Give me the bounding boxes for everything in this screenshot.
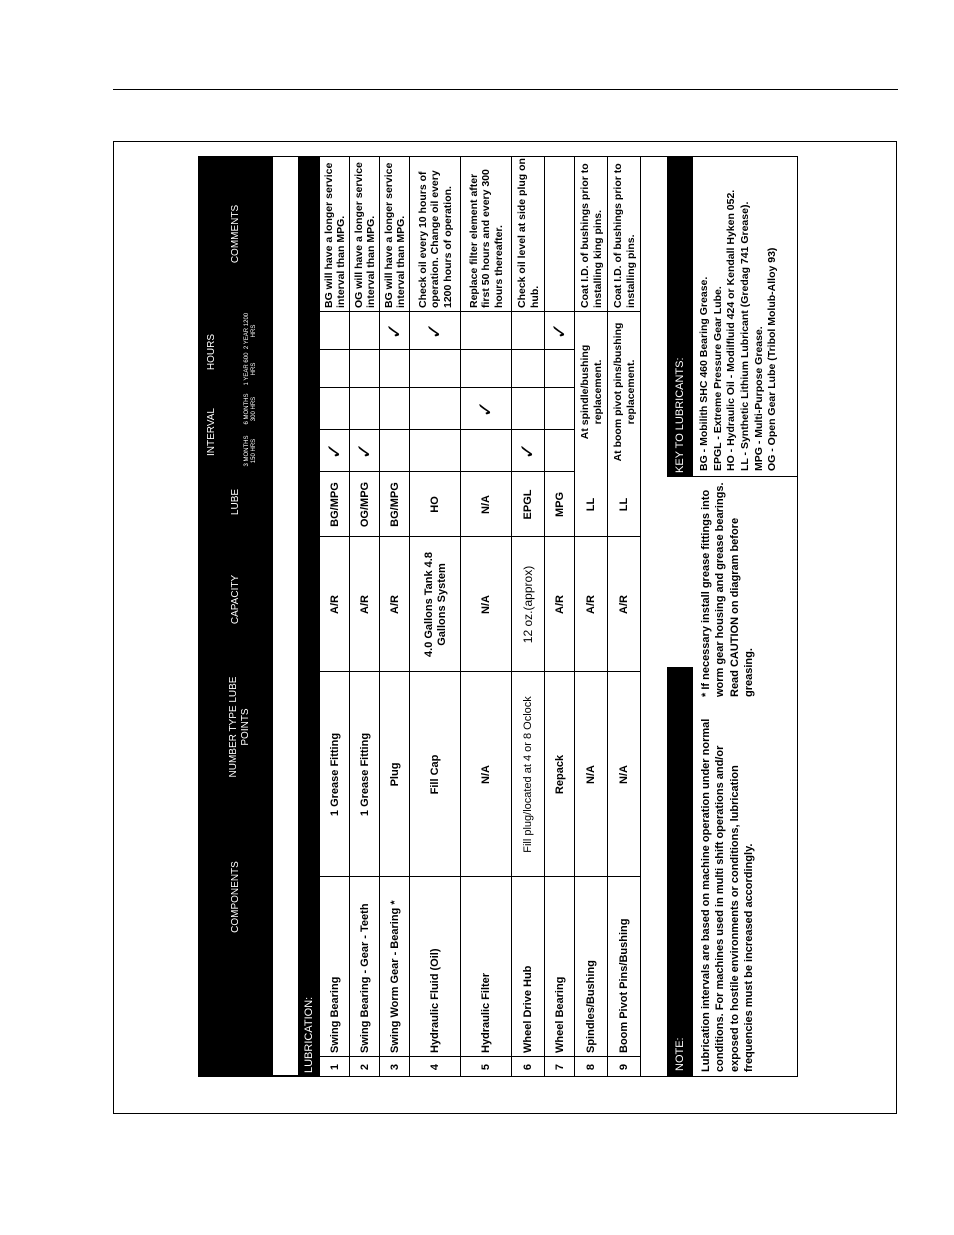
cell-lube: N/A	[480, 495, 493, 514]
table-row	[410, 156, 461, 1077]
interval-check-cell	[380, 388, 410, 430]
interval-check-cell	[461, 430, 512, 472]
interval-text: At spindle/bushing replacement.	[579, 344, 604, 440]
cell-capacity: 4.0 Gallons Tank 4.8 Gallons System	[422, 552, 448, 657]
cell-lube: OG/MPG	[358, 481, 371, 528]
interval-check-cell	[320, 312, 350, 350]
cell-num: 3	[388, 1063, 401, 1071]
header-2-year: 2 YEAR 1200 HRS	[243, 312, 257, 350]
cell-num: 4	[429, 1063, 442, 1071]
interval-check-cell	[350, 350, 380, 388]
table-body	[320, 156, 641, 1077]
interval-check-cell: ✓	[475, 400, 497, 418]
interval-check-cell	[545, 350, 575, 388]
cell-lube: BG/MPG	[328, 482, 341, 527]
interval-check-cell: ✓	[548, 322, 571, 340]
cell-component: Hydraulic Fluid (Oil)	[429, 948, 442, 1053]
cell-comment: BG will have a longer service interval than MPG.	[382, 162, 407, 308]
cell-comment	[545, 156, 575, 312]
cell-comment: Check oil level at side plug on hub.	[516, 158, 541, 308]
cell-component: Hydraulic Filter	[480, 972, 493, 1053]
table-row	[461, 156, 512, 1077]
cell-component: Swing Bearing - Gear - Teeth	[358, 903, 371, 1053]
interval-check-cell	[380, 350, 410, 388]
interval-check-cell	[512, 388, 545, 430]
table-row	[350, 156, 380, 1077]
cell-capacity: N/A	[480, 595, 493, 614]
header-6-months: 6 MONTHS 300 HRS	[243, 393, 257, 425]
header-capacity: CAPACITY	[229, 574, 241, 625]
table-row	[380, 156, 410, 1077]
interval-check-cell	[410, 388, 461, 430]
key-item: HO - Hydraulic Oil - Modilfluid 424 or Kendall Hyken 052.	[725, 189, 738, 471]
interval-check-cell	[512, 312, 545, 350]
cell-capacity: A/R	[328, 595, 341, 614]
cell-comment: Coat I.D. of bushings prior to installing pins.	[612, 163, 637, 308]
cell-num: 8	[585, 1063, 598, 1071]
table-row	[575, 156, 608, 1077]
section-bar	[298, 156, 320, 1077]
cell-capacity: A/R	[388, 595, 401, 614]
cell-num: 1	[328, 1063, 341, 1071]
note-label: NOTE:	[673, 1037, 686, 1071]
interval-check-cell	[350, 312, 380, 350]
table-row	[320, 156, 350, 1077]
cell-points: Fill Cap	[429, 754, 442, 795]
cell-capacity: A/R	[358, 595, 371, 614]
rotated-table-viewport	[198, 156, 798, 1077]
cell-component: Spindles/Bushing	[585, 960, 598, 1053]
interval-check-cell	[320, 388, 350, 430]
cell-num: 6	[522, 1063, 535, 1071]
cell-num: 2	[358, 1063, 371, 1071]
table-row	[512, 156, 545, 1077]
cell-lube: EPGL	[522, 489, 535, 520]
cell-comment: Coat I.D. of bushings prior to installing king pins.	[579, 163, 604, 308]
interval-check-cell: ✓	[323, 442, 346, 460]
table-row	[545, 156, 575, 1077]
interval-text: At boom pivot pins/bushing replacement.	[612, 322, 637, 462]
cell-num: 7	[553, 1063, 566, 1071]
key-item: OG - Open Gear Lube (Tribol Molub-Alloy 93)	[766, 247, 779, 471]
cell-comment: Replace filter element after first 50 hours and every 300 hours thereafter.	[468, 169, 505, 308]
cell-points: Plug	[388, 762, 401, 787]
cell-component: Swing Bearing	[328, 976, 341, 1053]
cell-lube: HO	[429, 496, 442, 513]
cell-num: 9	[618, 1063, 631, 1071]
top-rule	[113, 89, 898, 90]
cell-lube: MPG	[553, 491, 566, 518]
cell-capacity: A/R	[618, 595, 631, 614]
header-1-year: 1 YEAR 600 HRS	[243, 352, 257, 386]
cell-lube: LL	[585, 497, 598, 512]
note-text: Lubrication intervals are based on machine operation under normal conditions. For machines used in multi shift operations and/or exposed to hostile environments or conditions, lubrication frequencies must be increased accordingly.	[700, 718, 755, 1072]
cell-points: Repack	[553, 754, 566, 795]
interval-check-cell	[512, 350, 545, 388]
header-comments: COMMENTS	[229, 204, 241, 264]
table-row	[608, 156, 641, 1077]
cell-lube: LL	[618, 497, 631, 512]
cell-capacity: 12 oz.(approx)	[520, 565, 535, 644]
key-list	[698, 159, 794, 471]
key-item: MPG - Multi-Purpose Grease.	[752, 326, 765, 471]
header-hours: HOURS	[206, 333, 218, 371]
interval-check-cell	[350, 388, 380, 430]
cell-lube: BG/MPG	[388, 482, 401, 527]
cell-component: Boom Pivot Pins/Bushing	[618, 918, 631, 1053]
cell-comment: OG will have a longer service interval than MPG.	[352, 162, 377, 308]
cell-comment: Check oil every 10 hours of operation. Change oil every 1200 hours of operation.	[417, 170, 454, 308]
cell-component: Wheel Drive Hub	[522, 965, 535, 1053]
cell-points: Fill plug/located at 4 or 8 Oclock	[522, 696, 535, 853]
interval-check-cell	[410, 350, 461, 388]
header-components: COMPONENTS	[229, 861, 241, 933]
asterisk-note: * If necessary install grease fittings into worm gear housing and grease bearings. Read CAUTION on diagram before greasing.	[700, 482, 755, 697]
interval-check-cell	[320, 350, 350, 388]
cell-points: 1 Grease Fitting	[328, 732, 341, 817]
header-interval: INTERVAL	[206, 408, 218, 456]
key-item: BG - Mobilith SHC 460 Bearing Grease.	[698, 276, 710, 471]
interval-check-cell: ✓	[383, 322, 406, 340]
cell-points: N/A	[585, 765, 598, 784]
interval-check-cell	[545, 388, 575, 430]
interval-check-cell: ✓	[517, 442, 539, 460]
section-label: LUBRICATION:	[302, 996, 315, 1073]
interval-check-cell	[461, 312, 512, 350]
interval-check-cell: ✓	[424, 322, 446, 340]
cell-points: 1 Grease Fitting	[358, 732, 371, 817]
cell-component: Swing Worm Gear - Bearing *	[388, 900, 401, 1053]
header-lube: LUBE	[229, 488, 241, 516]
interval-check-cell	[461, 350, 512, 388]
header-number-type: NUMBER TYPE LUBE POINTS	[228, 676, 251, 778]
cell-points: N/A	[618, 765, 631, 784]
cell-comment: BG will have a longer service interval than MPG.	[322, 162, 347, 308]
cell-capacity: A/R	[585, 595, 598, 614]
cell-capacity: A/R	[553, 595, 566, 614]
key-item: EPGL - Extreme Pressure Gear Lube.	[711, 286, 724, 471]
key-label: KEY TO LUBRICANTS:	[673, 357, 686, 473]
interval-check-cell: ✓	[353, 442, 376, 460]
header-3-months: 3 MONTHS 150 HRS	[243, 435, 257, 467]
cell-component: Wheel Bearing	[553, 976, 566, 1053]
cell-points: N/A	[480, 765, 493, 784]
interval-check-cell	[380, 430, 410, 472]
interval-check-cell	[545, 430, 575, 472]
lubrication-table	[198, 156, 798, 1077]
cell-num: 5	[480, 1063, 493, 1071]
key-item: LL - Synthetic Lithium Lubricant (Gredag 741 Grease).	[738, 201, 751, 471]
interval-check-cell	[410, 430, 461, 472]
